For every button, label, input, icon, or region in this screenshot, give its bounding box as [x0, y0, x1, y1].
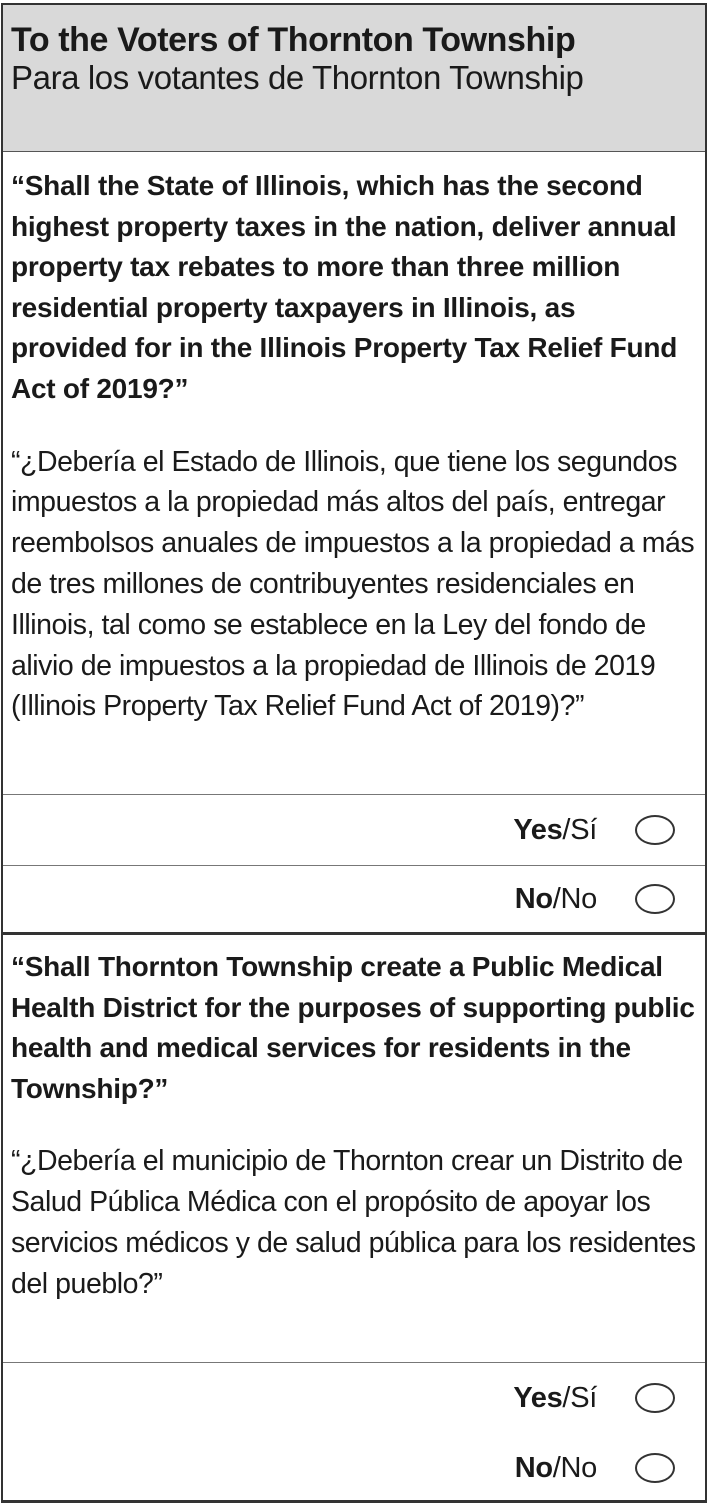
question-1 [3, 152, 705, 795]
question-2-spanish-text: “¿Debería el municipio de Thornton crear un Distrito de Salud Pública Médica con el propósito de apoyar los servicios médicos y de salud pública para los residentes del pueblo?” [11, 1145, 696, 1300]
option-label: Yes/Sí [513, 1381, 597, 1414]
vote-oval[interactable] [635, 815, 675, 845]
question-2-option-yes[interactable] [3, 1363, 705, 1433]
option-label: No/No [514, 1451, 597, 1484]
vote-oval[interactable] [635, 1383, 675, 1413]
ballot [1, 3, 707, 1503]
question-1-spanish-text: “¿Debería el Estado de Illinois, que tiene los segundos impuestos a la propiedad más altos del país, entregar reembolsos anuales de impuestos a la propiedad a más de tres millones de contribuyentes residenciales en Illinois, tal como se establece en la Ley del fondo de alivio de impuestos a la propiedad de Illinois de 2019 (Illinois Property Tax Relief Fund Act of 2019)?” [11, 445, 695, 723]
question-2-english-text: “Shall Thornton Township create a Public Medical Health District for the purposes of supporting public health and medical services for residents in the Township?” [11, 951, 695, 1104]
question-2-option-no[interactable] [3, 1433, 705, 1503]
ballot-subtitle: Para los votantes de Thornton Township [11, 59, 584, 96]
option-label: No/No [514, 882, 597, 915]
vote-oval[interactable] [635, 1453, 675, 1483]
ballot-header [3, 5, 705, 152]
option-label: Yes/Sí [513, 813, 597, 846]
question-1-option-no[interactable] [3, 866, 705, 935]
ballot-title: To the Voters of Thornton Township [11, 21, 576, 59]
vote-oval[interactable] [635, 884, 675, 914]
question-1-option-yes[interactable] [3, 795, 705, 866]
question-2 [3, 935, 705, 1363]
question-1-english-text: “Shall the State of Illinois, which has the second highest property taxes in the nation, deliver annual property tax rebates to more than three million residential property taxpayers in Illinois, as provided for in the Illinois Property Tax Relief Fund Act of 2019?” [11, 170, 678, 404]
